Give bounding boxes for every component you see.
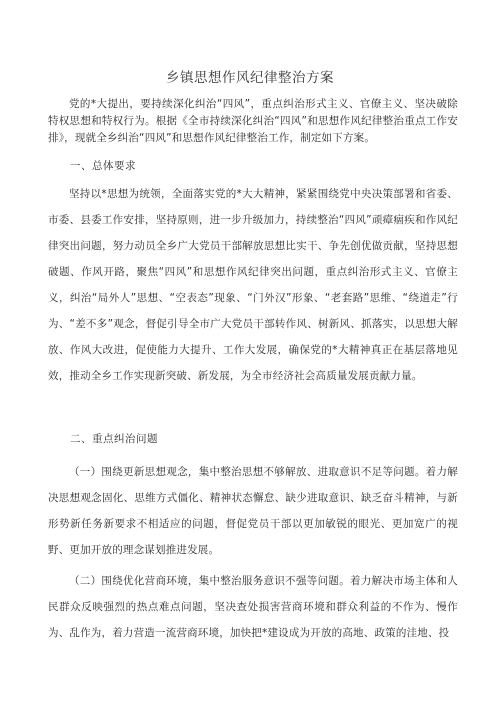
key-issue-paragraph-1: （一）围绕更新思想观念，集中整治思想不够解放、进取意识不足等问题。着力解决思想观念固化、思维方式僵化、精神状态懈怠、缺少进取意识、缺乏奋斗精神，与新形势新任务新要求不相适应的问题，督促党员干部以更加敏锐的眼光、更加宽广的视野、更加开放的理念谋划推进发展。 [48,466,458,556]
document-title: 乡镇思想作风纪律整治方案 [166,70,334,86]
section-heading-general-requirements: 一、总体要求 [70,160,136,172]
key-issue-paragraph-2: （二）围绕优化营商环境，集中整治服务意识不强等问题。着力解决市场主体和人民群众反映强烈的热点难点问题，坚决查处损害营商环境和群众利益的不作为、慢作为、乱作为，着力营造一流营商环境，加快把*建设成为开放的高地、政策的洼地、投 [48,575,458,639]
intro-paragraph: 党的*大提出，要持续深化纠治“四风”，重点纠治形式主义、官僚主义、坚决破除特权思想和特权行为。根据《全市持续深化纠治“四风”和思想作风纪律整治重点工作安排》，现就全乡纠治“四风”和思想作风纪律整治工作，制定如下方案。 [48,98,458,144]
general-requirements-paragraph: 坚持以*思想为统领，全面落实党的*大大精神，紧紧围绕党中央决策部署和省委、市委、县委工作安排，坚持原则，进一步升级加力，持续整治“四风”顽瘴痼疾和作风纪律突出问题，努力动员全乡广大党员干部解放思想比实干、争先创优做贡献，坚持思想破题、作风开路，聚焦“四风”和思想作风纪律突出问题，重点纠治形式主义、官僚主义，纠治“局外人”思想、“空表态”现象、“门外汉”形象、“老套路”思维、“绕道走”行为、“差不多”观念，督促引导全市广大党员干部转作风、树新风、抓落实，以思想大解放、作风大改进，促使能力大提升、工作大发展，确保党的*大精神真正在基层落地见效，推动全乡工作实现新突破、新发展，为全市经济社会高质量发展贡献力量。 [48,188,458,382]
section-heading-key-issues: 二、重点纠治问题 [70,433,158,445]
